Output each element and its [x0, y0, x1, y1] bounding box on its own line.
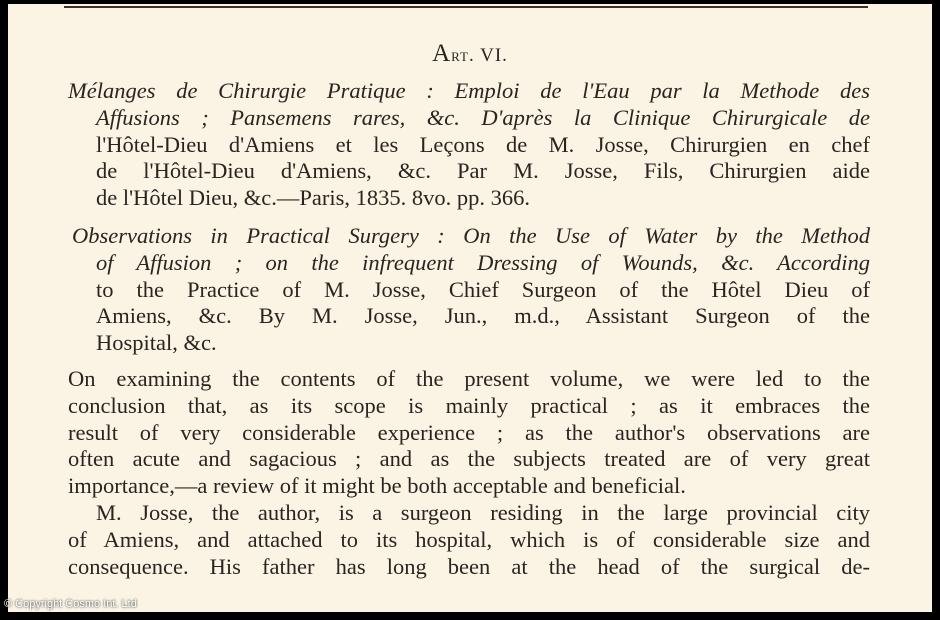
english-title-line [68, 330, 870, 357]
article-heading-initial: A [432, 40, 452, 67]
body-line: M. Josse, the author, is a surgeon residing in the large provincial city [96, 500, 870, 525]
body-line: often acute and sagacious ; and as the subjects treated are of very great [68, 446, 870, 472]
english-title-line-text: Observations in Practical Surgery : On the Use of Water by the Method [72, 223, 870, 248]
french-title-block [68, 78, 870, 212]
french-title-line [68, 78, 870, 105]
french-title-line [68, 132, 870, 159]
french-title-line-text: Mélanges de Chirurgie Pratique : Emploi de l'Eau par la Methode des [68, 78, 870, 103]
french-title-line [68, 185, 870, 212]
french-title-line-text: de l'Hôtel-Dieu d'Amiens, &c. Par M. Josse, Fils, Chirurgien aide [96, 158, 870, 184]
english-title-line [68, 303, 870, 330]
english-title-line-text: Amiens, &c. By M. Josse, Jun., m.d., Assistant Surgeon of the [96, 303, 870, 329]
body-line: On examining the contents of the present volume, we were led to the [68, 366, 870, 391]
english-title-line [68, 277, 870, 304]
article-heading [8, 40, 932, 68]
body-paragraph-2 [68, 500, 870, 580]
french-title-line [68, 105, 870, 132]
french-title-line-text: de l'Hôtel Dieu, &c.—Paris, 1835. 8vo. pp. 366. [96, 185, 531, 211]
body-line: conclusion that, as its scope is mainly practical ; as it embraces the [68, 392, 870, 418]
copyright-watermark: © Copyright Cosmo Int. Ltd [4, 598, 137, 610]
english-title-line-text: Hospital, &c. [96, 330, 217, 356]
french-title-line-text: l'Hôtel-Dieu d'Amiens et les Leçons de M. Josse, Chirurgien en chef [96, 131, 870, 157]
english-title-line-text: of Affusion ; on the infrequent Dressing of Wounds, &c. According [96, 249, 870, 275]
body-paragraph-1 [68, 366, 870, 500]
english-title-block [68, 223, 870, 357]
body-line: consequence. His father has long been at the head of the surgical de- [68, 553, 870, 579]
document-page [8, 4, 932, 612]
body-line: of Amiens, and attached to its hospital, which is of considerable size and [68, 526, 870, 552]
english-title-line [68, 250, 870, 277]
body-line: importance,—a review of it might be both acceptable and beneficial. [68, 473, 686, 499]
french-title-line [68, 158, 870, 185]
top-rule [64, 6, 868, 8]
body-line: result of very considerable experience ; as the author's observations are [68, 419, 870, 445]
english-title-line [68, 223, 870, 250]
french-title-line-text: Affusions ; Pansemens rares, &c. D'après la Clinique Chirurgicale de [96, 104, 870, 130]
english-title-line-text: to the Practice of M. Josse, Chief Surgeon of the Hôtel Dieu of [96, 276, 870, 302]
article-heading-rest: rt. VI. [451, 45, 508, 66]
